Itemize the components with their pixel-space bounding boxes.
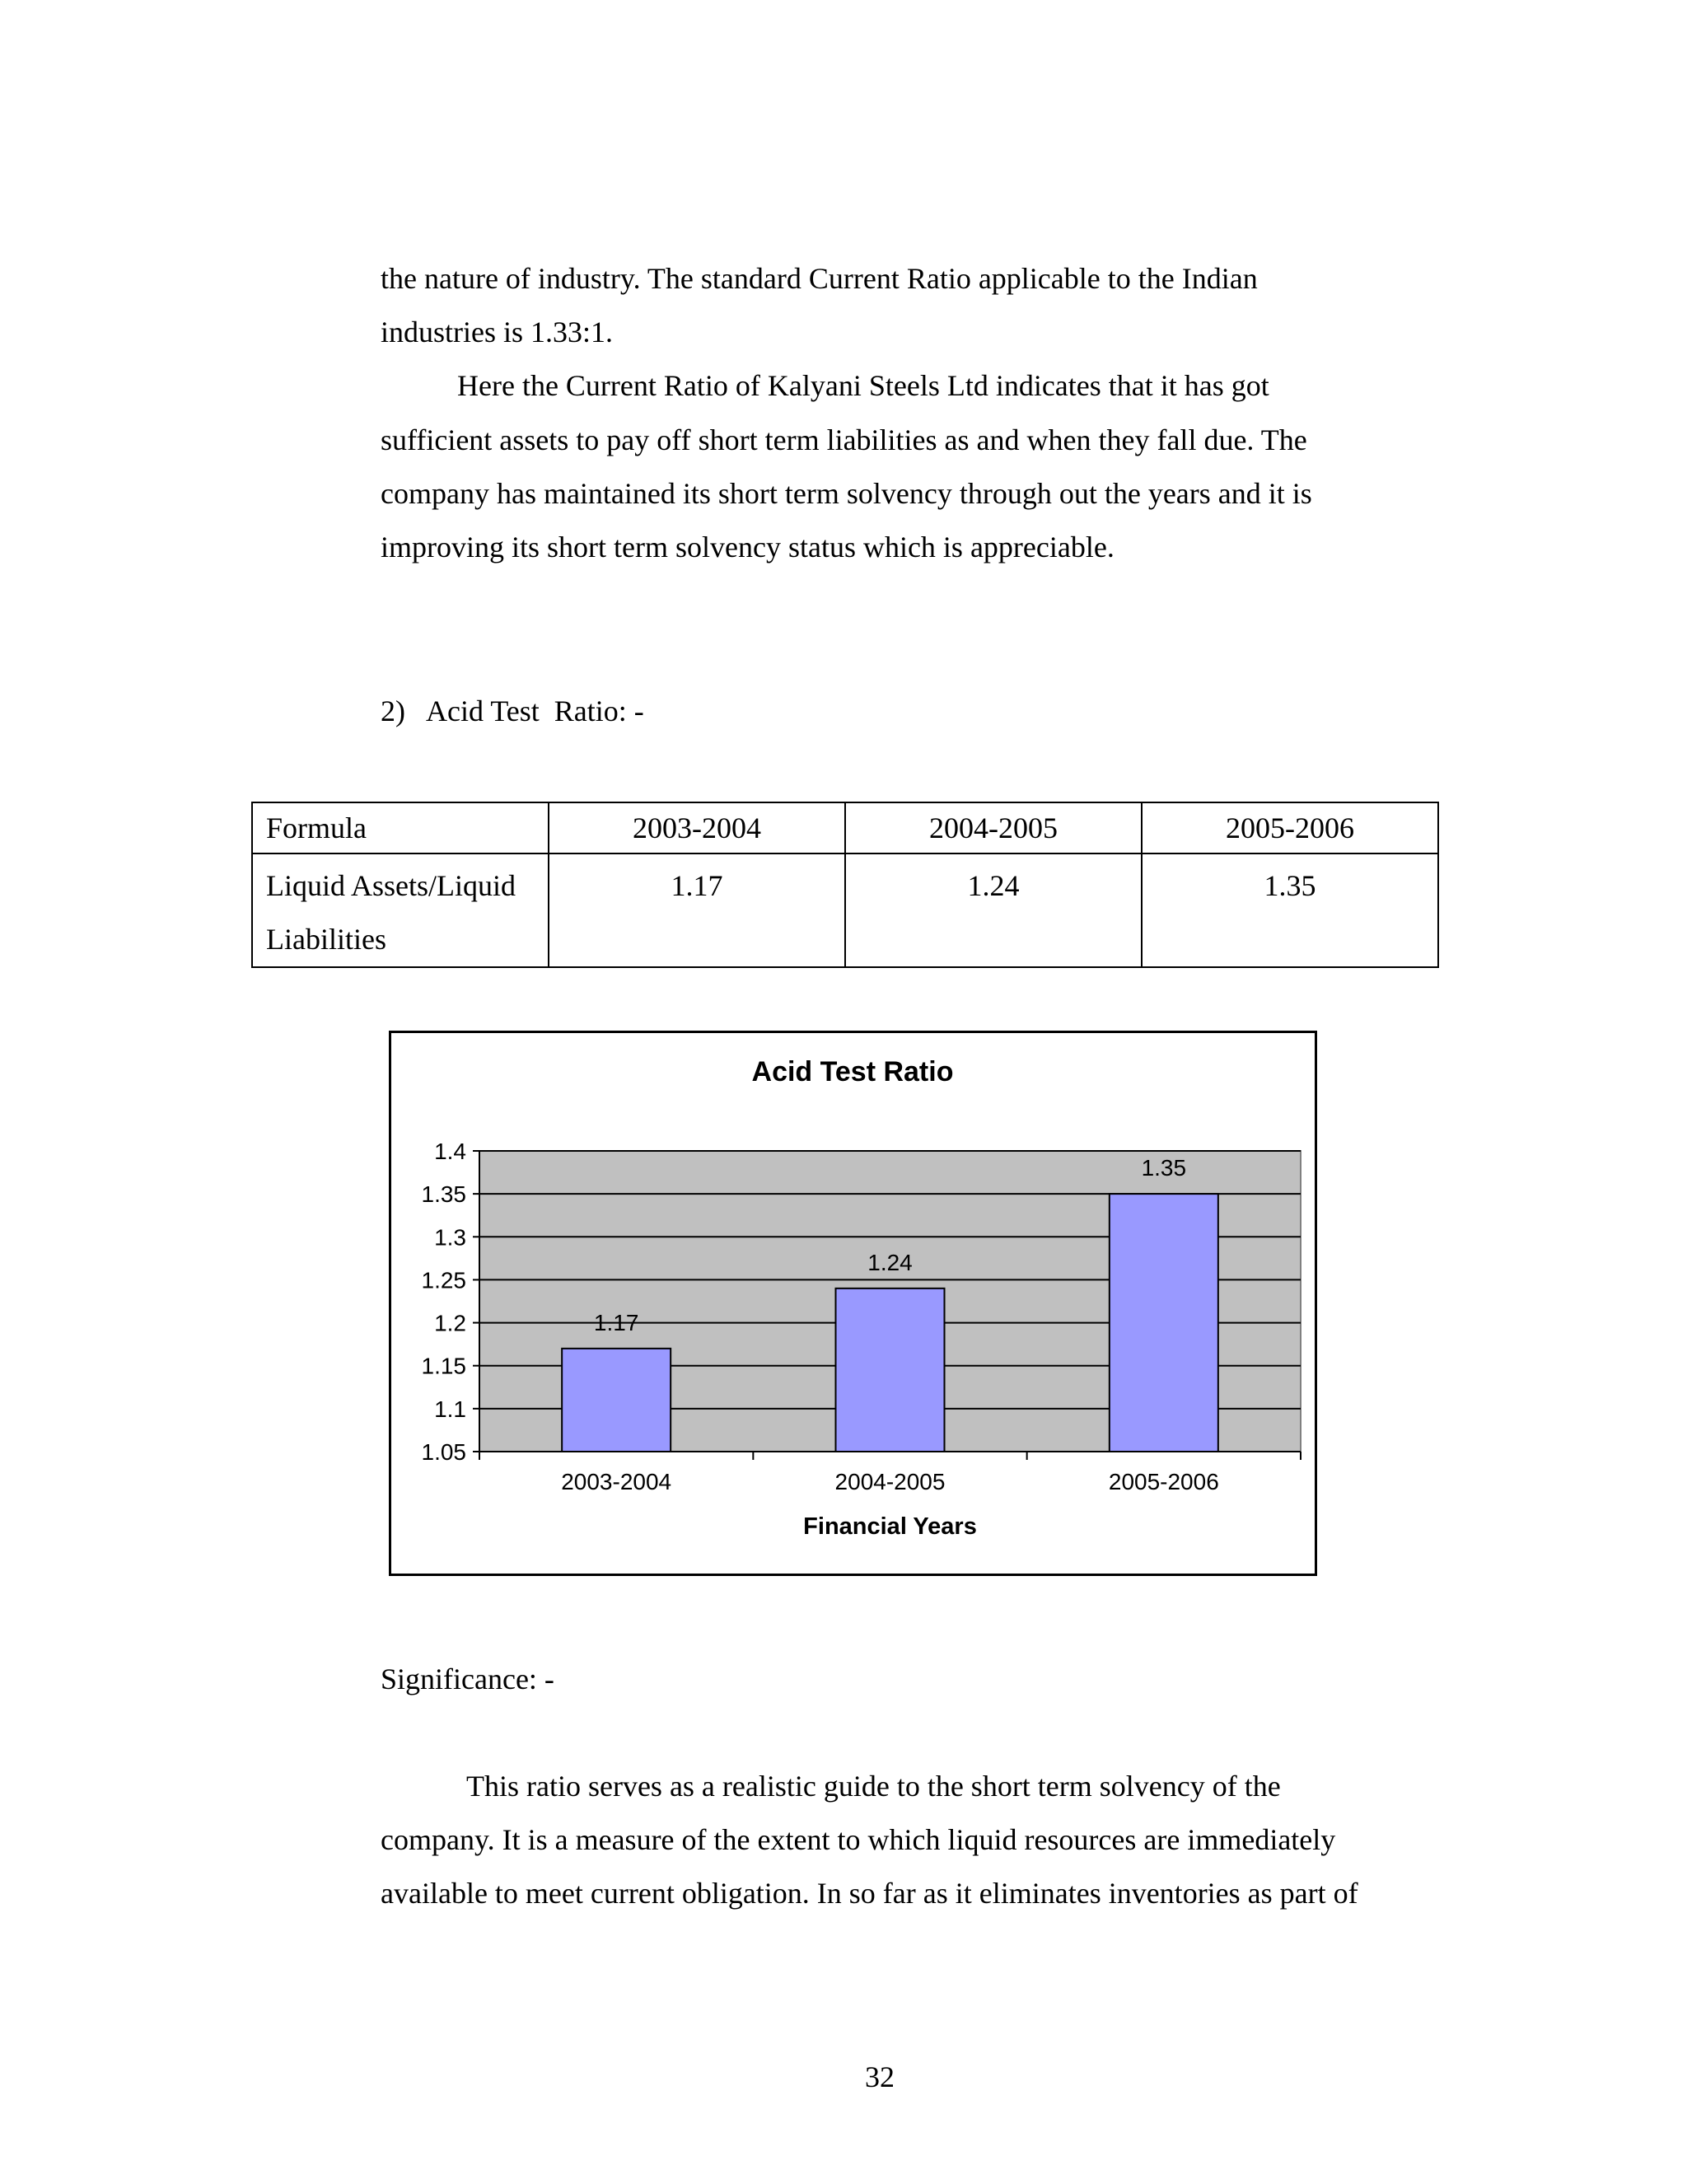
body-line: company. It is a measure of the extent to which liquid resources are immediately <box>381 1823 1336 1856</box>
page-number: 32 <box>865 2060 895 2093</box>
intro-line: improving its short term solvency status which is appreciable. <box>381 531 1115 564</box>
table-row <box>252 853 1438 967</box>
formula-line: Liabilities <box>266 923 386 956</box>
intro-line: sufficient assets to pay off short term liabilities as and when they fall due. The <box>381 423 1307 456</box>
header-cell-formula: Formula <box>252 802 549 853</box>
x-tick-label: 2003-2004 <box>561 1469 672 1494</box>
data-label: 1.17 <box>593 1309 639 1335</box>
bar <box>836 1288 945 1452</box>
y-tick-label: 1.25 <box>421 1267 466 1293</box>
table-header-row <box>252 802 1438 853</box>
bar-chart <box>391 1033 1315 1574</box>
x-axis-label: Financial Years <box>803 1513 977 1540</box>
ratio-table <box>251 802 1439 968</box>
y-tick-label: 1.3 <box>434 1224 466 1251</box>
data-label: 1.24 <box>867 1249 913 1275</box>
bar <box>1110 1194 1218 1452</box>
y-tick-label: 1.15 <box>421 1353 466 1379</box>
header-cell-year: 2004-2005 <box>845 802 1142 853</box>
data-label: 1.35 <box>1141 1155 1187 1181</box>
intro-line: company has maintained its short term solvency through out the years and it is <box>381 477 1312 510</box>
bar <box>562 1349 671 1452</box>
value-cell: 1.24 <box>845 853 1142 967</box>
x-tick-label: 2005-2006 <box>1108 1469 1219 1494</box>
chart-title: Acid Test Ratio <box>751 1056 954 1087</box>
y-tick-label: 1.1 <box>434 1396 466 1422</box>
x-tick-label: 2004-2005 <box>834 1469 946 1494</box>
section-heading: 2) Acid Test Ratio: - <box>381 694 644 727</box>
y-tick-label: 1.4 <box>434 1139 466 1164</box>
body-line: This ratio serves as a realistic guide to the short term solvency of the <box>466 1770 1281 1803</box>
y-tick-label: 1.35 <box>421 1181 466 1208</box>
intro-line: the nature of industry. The standard Current Ratio applicable to the Indian <box>381 262 1258 295</box>
formula-cell <box>252 853 549 967</box>
intro-line: industries is 1.33:1. <box>381 316 614 348</box>
header-cell-year: 2003-2004 <box>549 802 845 853</box>
header-cell-year: 2005-2006 <box>1142 802 1438 853</box>
body-line: available to meet current obligation. In so far as it eliminates inventories as part of <box>381 1877 1358 1910</box>
value-cell: 1.17 <box>549 853 845 967</box>
chart-frame <box>389 1031 1317 1576</box>
value-cell: 1.35 <box>1142 853 1438 967</box>
significance-heading: Significance: - <box>381 1663 554 1695</box>
formula-line: Liquid Assets/Liquid <box>266 869 516 902</box>
y-tick-label: 1.05 <box>421 1439 466 1465</box>
intro-line: Here the Current Ratio of Kalyani Steels Ltd indicates that it has got <box>457 369 1269 402</box>
y-tick-label: 1.2 <box>434 1310 466 1336</box>
